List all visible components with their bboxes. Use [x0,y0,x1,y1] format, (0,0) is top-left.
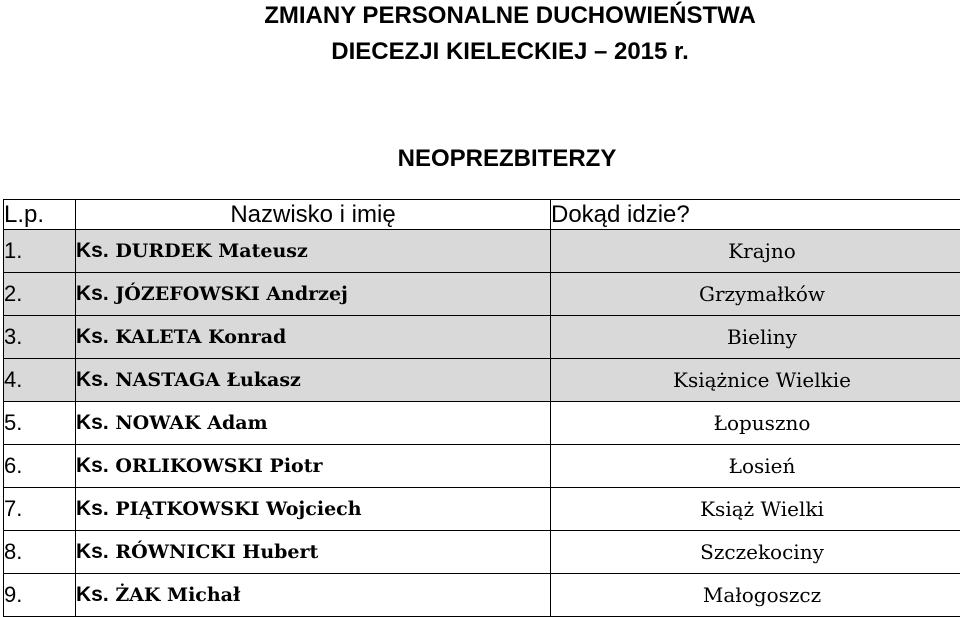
title-prefix: Ks. [76,454,109,477]
title-prefix: Ks. [76,368,109,391]
title-prefix: Ks. [76,540,109,563]
priest-name: PIĄTKOWSKI Wojciech [115,498,361,520]
priest-name: ŻAK Michał [115,584,240,606]
destination-parish: Bieliny [551,316,960,359]
row-number: 4. [4,359,76,402]
row-number: 3. [4,316,76,359]
destination-parish: Książ Wielki [551,488,960,531]
row-number: 1. [4,230,76,273]
destination-parish: Grzymałków [551,273,960,316]
destination-parish: Książnice Wielkie [551,359,960,402]
row-number: 9. [4,574,76,617]
priest-name: ORLIKOWSKI Piotr [115,455,322,477]
table-row [4,316,960,359]
table-row [4,445,960,488]
column-header-lp: L.p. [4,200,76,230]
column-header-name: Nazwisko i imię [76,200,551,230]
table-row [4,574,960,617]
document-title: ZMIANY PERSONALNE DUCHOWIEŃSTWA [0,2,960,30]
table-row [4,402,960,445]
destination-parish: Szczekociny [551,531,960,574]
priest-name-cell [76,230,551,273]
priest-name: NOWAK Adam [115,412,267,434]
destination-parish: Łopuszno [551,402,960,445]
priest-name: NASTAGA Łukasz [115,369,301,391]
table-row [4,488,960,531]
destination-parish: Małogoszcz [551,574,960,617]
table-row [4,359,960,402]
row-number: 6. [4,445,76,488]
document-subtitle: DIECEZJI KIELECKIEJ – 2015 r. [0,38,960,66]
row-number: 5. [4,402,76,445]
row-number: 8. [4,531,76,574]
priest-name-cell [76,488,551,531]
row-number: 2. [4,273,76,316]
destination-parish: Krajno [551,230,960,273]
priest-name-cell [76,445,551,488]
priest-name-cell [76,316,551,359]
title-prefix: Ks. [76,497,109,520]
title-prefix: Ks. [76,325,109,348]
column-header-destination: Dokąd idzie? [551,200,960,230]
section-title: NEOPREZBITERZY [0,145,960,173]
priest-name: KALETA Konrad [115,326,286,348]
personnel-table [3,199,960,617]
table-row [4,273,960,316]
table-header-row [4,200,960,230]
priest-name-cell [76,531,551,574]
destination-parish: Łosień [551,445,960,488]
priest-name: DURDEK Mateusz [115,240,307,262]
priest-name: RÓWNICKI Hubert [115,541,318,563]
priest-name-cell [76,574,551,617]
priest-name-cell [76,273,551,316]
title-prefix: Ks. [76,282,109,305]
title-prefix: Ks. [76,239,109,262]
priest-name-cell [76,402,551,445]
priest-name: JÓZEFOWSKI Andrzej [115,283,348,305]
priest-name-cell [76,359,551,402]
row-number: 7. [4,488,76,531]
title-prefix: Ks. [76,583,109,606]
title-prefix: Ks. [76,411,109,434]
table-row [4,531,960,574]
table-row [4,230,960,273]
